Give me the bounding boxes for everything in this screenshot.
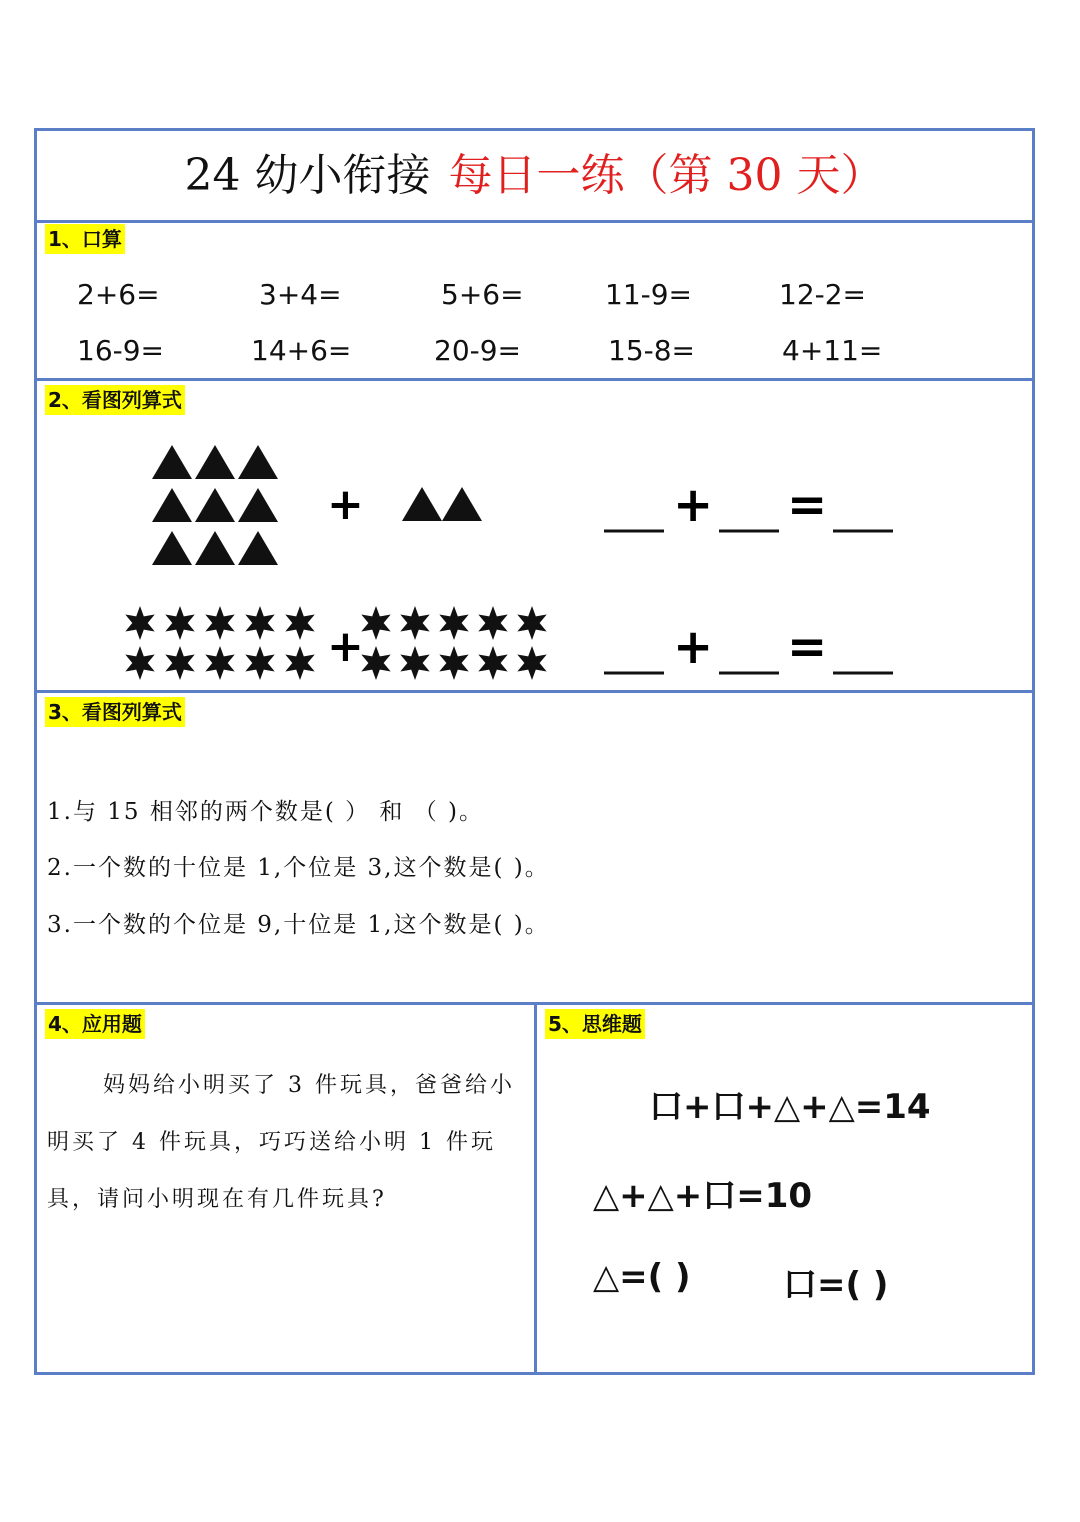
calc-item: 12-2= — [779, 278, 867, 311]
section-label: 2、看图列算式 — [45, 385, 185, 415]
answer-triangle: △=( ) — [593, 1257, 691, 1297]
blank-equation-1 — [604, 477, 893, 533]
question-line: 3.一个数的个位是 9,十位是 1,这个数是( )。 — [47, 912, 550, 938]
star-group-right — [361, 606, 546, 680]
triangle-shape — [195, 445, 235, 479]
section-picture-equation — [37, 381, 1032, 693]
triangle-group-right — [402, 487, 482, 521]
calc-item: 11-9= — [605, 278, 693, 311]
section-label: 1、口算 — [45, 224, 125, 254]
star-shape — [517, 606, 546, 640]
calc-item: 3+4= — [259, 278, 342, 311]
star-shape — [478, 646, 507, 680]
triangle-shape — [152, 531, 192, 565]
star-shape — [439, 606, 468, 640]
equation-line: △+△+口=10 — [593, 1176, 813, 1216]
star-shape — [285, 606, 314, 640]
star-shape — [361, 606, 390, 640]
star-shape — [400, 646, 429, 680]
picture-equations-figure — [37, 381, 1032, 687]
triangle-shape — [152, 488, 192, 522]
star-shape — [205, 606, 234, 640]
word-problem-text: 妈妈给小明买了 3 件玩具，爸爸给小明买了 4 件玩具，巧巧送给小明 1 件玩具，请问小明现在有几件玩具? — [47, 1073, 515, 1212]
triangle-shape — [195, 488, 235, 522]
star-shape — [245, 606, 274, 640]
plus-sign: + — [673, 619, 714, 675]
section-label: 4、应用题 — [45, 1009, 145, 1039]
triangle-shape — [238, 531, 278, 565]
blank-equation-2 — [604, 619, 893, 675]
star-shape — [517, 646, 546, 680]
section-word-problem — [37, 1005, 537, 1372]
calc-item: 4+11= — [782, 334, 883, 367]
title-main: 24 幼小衔接 — [184, 150, 431, 201]
question-line: 2.一个数的十位是 1,个位是 3,这个数是( )。 — [47, 855, 550, 881]
triangle-shape — [195, 531, 235, 565]
equation-line: 口+口+△+△=14 — [649, 1087, 931, 1127]
bottom-row — [37, 1005, 1032, 1372]
plus-sign: + — [673, 477, 714, 533]
answer-square: 口=( ) — [783, 1265, 889, 1305]
triangle-group-left — [152, 445, 278, 565]
triangle-shape — [238, 445, 278, 479]
plus-sign: + — [327, 479, 364, 530]
section-thinking — [537, 1005, 1032, 1372]
star-group-left — [125, 606, 314, 680]
star-shape — [125, 606, 154, 640]
star-shape — [285, 646, 314, 680]
section-fill-blanks — [37, 693, 1032, 1005]
triangle-shape — [442, 487, 482, 521]
question-line: 1.与 15 相邻的两个数是( ） 和 （ )。 — [47, 799, 485, 825]
calc-item: 16-9= — [77, 334, 165, 367]
star-shape — [361, 646, 390, 680]
equals-sign: = — [787, 477, 828, 533]
calc-item: 20-9= — [434, 334, 522, 367]
star-shape — [125, 646, 154, 680]
triangle-shape — [402, 487, 442, 521]
calc-item: 5+6= — [441, 278, 524, 311]
triangle-shape — [238, 488, 278, 522]
calc-item: 2+6= — [77, 278, 160, 311]
calc-item: 14+6= — [251, 334, 352, 367]
star-shape — [439, 646, 468, 680]
equals-sign: = — [787, 619, 828, 675]
plus-sign: + — [327, 621, 364, 672]
star-shape — [205, 646, 234, 680]
calc-item: 15-8= — [608, 334, 696, 367]
section-label: 3、看图列算式 — [45, 697, 185, 727]
star-shape — [165, 606, 194, 640]
title-daily-practice: 每日一练（第 30 天） — [448, 150, 885, 201]
section-label: 5、思维题 — [545, 1009, 645, 1039]
worksheet-title — [37, 131, 1032, 223]
worksheet — [34, 128, 1035, 1375]
star-shape — [165, 646, 194, 680]
star-shape — [400, 606, 429, 640]
star-shape — [245, 646, 274, 680]
star-shape — [478, 606, 507, 640]
section-mental-math — [37, 220, 1032, 381]
triangle-shape — [152, 445, 192, 479]
